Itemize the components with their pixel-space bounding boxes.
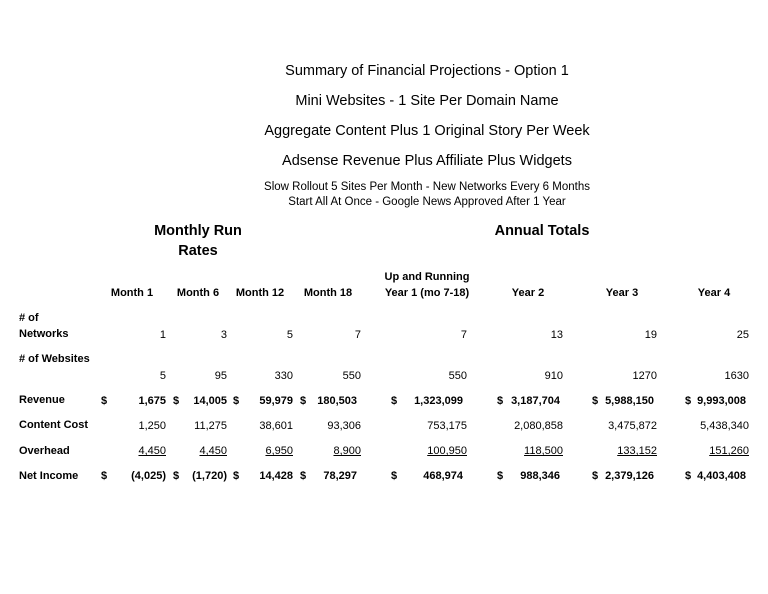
row-label-overhead: Overhead [19,445,70,457]
cell-revenue-month-12: 59,979 [259,395,293,407]
currency-revenue-year-1: $ [391,395,398,407]
subtitle-line-1: Slow Rollout 5 Sites Per Month - New Networks Every 6 Months [264,181,590,193]
cell-net-income-month-1: (4,025) [131,470,166,482]
cell-websites-month-6: 95 [214,370,227,382]
cell-overhead-year-1: 100,950 [427,445,467,457]
currency-net-income-year-3: $ [592,470,599,482]
currency-net-income-month-6: $ [173,470,180,482]
cell-revenue-year-4: 9,993,008 [697,395,746,407]
col-header-year-2: Year 2 [511,287,545,299]
section-monthly-run-rates: Monthly Run Rates [154,223,242,259]
cell-net-income-month-6: (1,720) [192,470,227,482]
col-header-month-18: Month 18 [303,287,353,299]
cell-networks-month-6: 3 [220,329,227,341]
cell-net-income-month-12: 14,428 [259,470,293,482]
currency-revenue-month-6: $ [173,395,180,407]
cell-websites-year-3: 1270 [632,370,657,382]
row-label-net-income: Net Income [19,470,79,482]
col-header-month-12: Month 12 [235,287,285,299]
currency-revenue-month-18: $ [300,395,307,407]
cell-websites-year-4: 1630 [724,370,749,382]
title-line-2: Mini Websites - 1 Site Per Domain Name [295,93,559,109]
currency-net-income-year-2: $ [497,470,504,482]
currency-net-income-year-1: $ [391,470,398,482]
cell-net-income-year-4: 4,403,408 [697,470,746,482]
cell-revenue-year-2: 3,187,704 [511,395,560,407]
currency-net-income-month-12: $ [233,470,240,482]
col-header-month-6: Month 6 [176,287,220,299]
cell-content-cost-year-1: 753,175 [427,420,467,432]
cell-overhead-year-3: 133,152 [617,445,657,457]
subtitle-line-2: Start All At Once - Google News Approved After 1 Year [288,196,566,208]
row-label-websites: # of Websites [19,353,90,365]
cell-net-income-year-3: 2,379,126 [605,470,654,482]
cell-net-income-year-2: 988,346 [520,470,560,482]
cell-networks-year-3: 19 [644,329,657,341]
currency-revenue-year-2: $ [497,395,504,407]
col-header-year-4: Year 4 [697,287,731,299]
cell-net-income-year-1: 468,974 [423,470,463,482]
cell-networks-month-12: 5 [286,329,293,341]
cell-networks-year-2: 13 [550,329,563,341]
currency-revenue-year-4: $ [685,395,692,407]
cell-content-cost-year-4: 5,438,340 [700,420,749,432]
cell-overhead-month-6: 4,450 [199,445,227,457]
cell-revenue-year-1: 1,323,099 [414,395,463,407]
cell-networks-month-18: 7 [354,329,361,341]
cell-websites-year-1: 550 [448,370,467,382]
cell-overhead-year-2: 118,500 [524,445,563,457]
title-line-4: Adsense Revenue Plus Affiliate Plus Widgets [282,153,572,169]
cell-revenue-month-6: 14,005 [193,395,227,407]
currency-net-income-month-18: $ [300,470,307,482]
cell-revenue-month-18: 180,503 [317,395,357,407]
cell-overhead-month-1: 4,450 [138,445,166,457]
cell-revenue-year-3: 5,988,150 [605,395,654,407]
cell-content-cost-month-18: 93,306 [327,420,361,432]
cell-networks-year-1: 7 [460,329,467,341]
currency-revenue-month-12: $ [233,395,240,407]
col-header-year-3: Year 3 [605,287,639,299]
currency-revenue-month-1: $ [101,395,108,407]
cell-content-cost-year-2: 2,080,858 [514,420,563,432]
title-line-1: Summary of Financial Projections - Option 1 [285,63,569,79]
cell-networks-year-4: 25 [736,329,749,341]
cell-revenue-month-1: 1,675 [138,395,166,407]
currency-revenue-year-3: $ [592,395,599,407]
row-label-content-cost: Content Cost [19,419,89,431]
cell-content-cost-month-12: 38,601 [259,420,293,432]
cell-overhead-year-4: 151,260 [709,445,749,457]
currency-net-income-month-1: $ [101,470,108,482]
title-line-3: Aggregate Content Plus 1 Original Story Per Week [264,123,590,139]
cell-net-income-month-18: 78,297 [323,470,357,482]
cell-websites-month-12: 330 [274,370,293,382]
cell-content-cost-year-3: 3,475,872 [608,420,657,432]
cell-websites-month-18: 550 [342,370,361,382]
col-header-month-1: Month 1 [110,287,154,299]
cell-websites-month-1: 5 [159,370,166,382]
cell-content-cost-month-1: 1,250 [138,420,166,432]
cell-websites-year-2: 910 [544,370,563,382]
cell-networks-month-1: 1 [159,329,166,341]
cell-overhead-month-12: 6,950 [265,445,293,457]
row-label-networks: # of Networks [19,312,69,340]
cell-content-cost-month-6: 11,275 [194,420,227,432]
section-annual-totals: Annual Totals [494,223,590,239]
cell-overhead-month-18: 8,900 [333,445,361,457]
col-header-year-1: Up and Running Year 1 (mo 7-18) [384,271,470,299]
row-label-revenue: Revenue [19,394,65,406]
currency-net-income-year-4: $ [685,470,692,482]
